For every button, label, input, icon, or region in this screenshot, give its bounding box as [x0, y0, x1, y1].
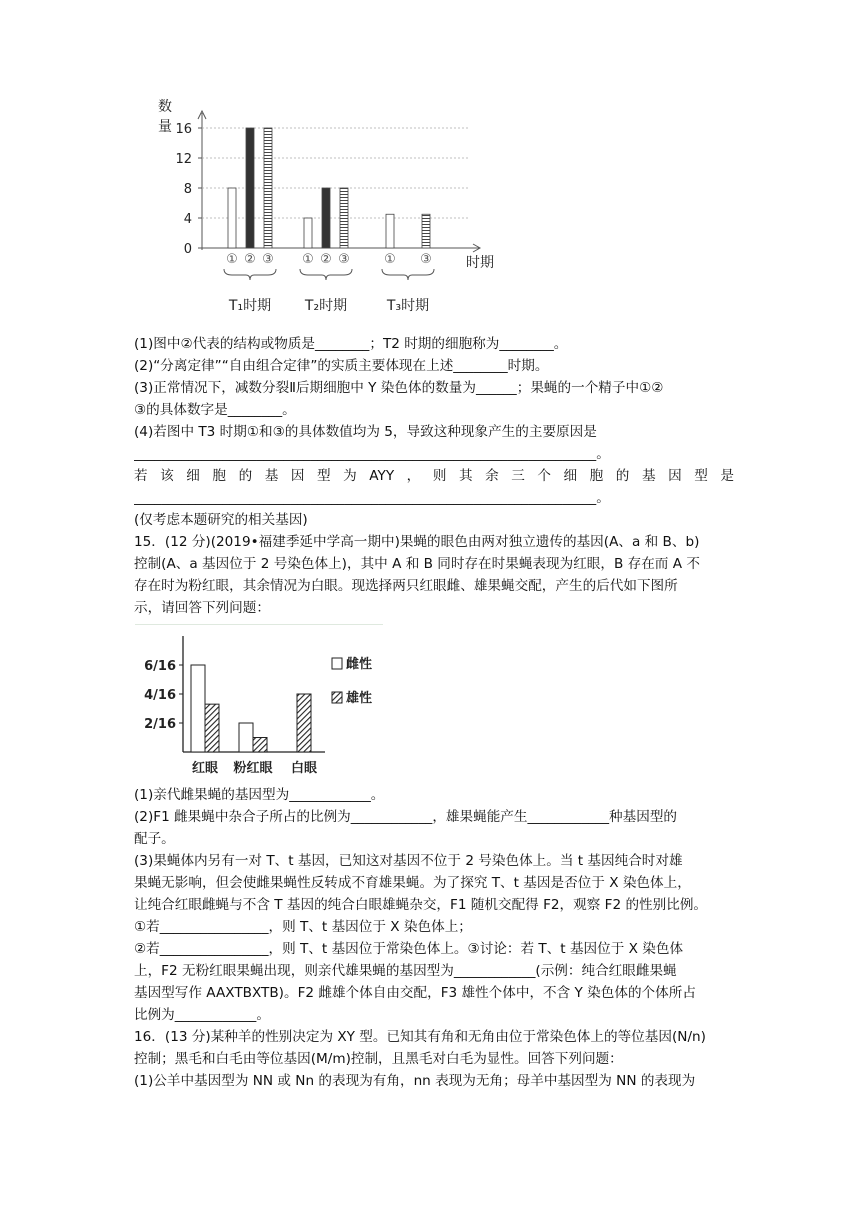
y-axis-label-char-2: 量 [158, 119, 172, 135]
q14-line-7-word: 胞 [589, 468, 604, 484]
q15-sub-3: 配子。 [134, 831, 175, 847]
q15-sub-6: 让纯合红眼雌蝇与不含 T 基因的纯合白眼雄蝇杂交，F1 随机交配得 F2，观察 F2 的性别比例。 [134, 897, 708, 913]
legend-swatch [332, 658, 342, 669]
category-mark: ① [384, 252, 396, 267]
q14-line-7-word: 个 [537, 468, 551, 484]
category-label: 粉红眼 [233, 761, 273, 776]
bar [264, 128, 272, 248]
q15-sub-11: 比例为____________。 [134, 1007, 270, 1023]
bar [297, 694, 311, 752]
category-mark: ① [302, 252, 314, 267]
q15-sub-8: ②若________________，则 T、t 基因位于常染色体上。③讨论：若 T、t 基因位于 X 染色体 [134, 941, 684, 957]
q16-line-2: 控制；黑毛和白毛由等位基因(M/m)控制，且黑毛对白毛为显性。回答下列问题： [134, 1051, 623, 1067]
q14-line-7-word: ， [406, 468, 421, 484]
q14-line-7-word: 是 [720, 468, 734, 484]
q16-line-3: (1)公羊中基因型为 NN 或 Nn 的表现为有角，nn 表现为无角；母羊中基因型为 NN 的表现为 [134, 1073, 696, 1089]
group-label: T₂时期 [304, 298, 348, 314]
q14-line-6: ____________________________________________________________________。 [134, 446, 610, 462]
bar [253, 738, 267, 753]
q14-line-2: (2)“分离定律”“自由组合定律”的实质主要体现在上述________时期。 [134, 358, 549, 374]
q14-line-4: ③的具体数字是________。 [134, 402, 296, 418]
category-label: 红眼 [191, 761, 219, 776]
bar [386, 214, 394, 248]
y-tick-label: 2/16 [144, 717, 176, 732]
group-label: T₁时期 [228, 298, 272, 314]
question-15-16-text [134, 784, 734, 1092]
q14-line-7-word: 的 [615, 468, 630, 484]
x-axis-label: 时期 [466, 255, 494, 271]
q14-line-7-word: 基 [641, 468, 656, 484]
q14-line-7-word: 因 [668, 468, 682, 484]
category-mark: ③ [338, 252, 350, 267]
q14-line-7-word: 型 [316, 468, 331, 484]
q15-sub-10: 基因型写作 AAXTBXTB)。F2 雌雄个体自由交配，F3 雄性个体中，不含 Y 染色体的个体所占 [134, 985, 696, 1001]
category-mark: ③ [420, 252, 432, 267]
q14-line-7-word: 则 [432, 468, 447, 484]
bar [422, 214, 430, 248]
q15-sub-5: 果蝇无影响，但会使雌果蝇性反转成不育雄果蝇。为了探究 T、t 基因是否位于 X 染色体上， [134, 875, 691, 891]
q14-line-7-word: 三 [511, 468, 525, 484]
bar [239, 723, 253, 752]
question-14-text [134, 333, 734, 619]
bar [191, 665, 205, 752]
q15-line-2: 控制(A、a 基因位于 2 号染色体上)，其中 A 和 B 同时存在时果蝇表现为红眼，B 存在而 A 不 [134, 556, 700, 572]
category-label: 白眼 [290, 761, 318, 776]
y-tick-label: 16 [175, 122, 192, 137]
q14-line-7-word: 基 [264, 468, 279, 484]
legend-label: 雄性 [346, 691, 373, 706]
legend-swatch [332, 692, 342, 703]
q16-line-1: 16．(13 分)某种羊的性别决定为 XY 型。已知其有角和无角由位于常染色体上的等位基因(N/n) [134, 1029, 706, 1045]
category-mark: ② [320, 252, 332, 267]
q14-line-7-word: 因 [290, 468, 305, 484]
bar [246, 128, 254, 248]
y-tick-label: 12 [175, 152, 192, 167]
q15-sub-2: (2)F1 雌果蝇中杂合子所占的比例为____________，雄果蝇能产生____________种基因型的 [134, 809, 678, 825]
q14-line-3: (3)正常情况下，减数分裂Ⅱ后期细胞中 Y 染色体的数量为______；果蝇的一个精子中①② [134, 380, 664, 396]
q15-sub-4: (3)果蝇体内另有一对 T、t 基因，已知这对基因不位于 2 号染色体上。当 t 基因纯合时对雄 [134, 853, 683, 869]
q14-line-7-word: 细 [186, 468, 200, 484]
q14-line-8: ____________________________________________________________________。 [134, 490, 610, 506]
group-brace [300, 269, 352, 280]
q14-line-7-word: 细 [563, 468, 578, 484]
q15-line-3: 存在时为粉红眼，其余情况为白眼。现选择两只红眼雌、雄果蝇交配，产生的后代如下图所 [134, 578, 678, 594]
q14-line-7-word: 胞 [212, 468, 227, 484]
q14-line-7-word: AYY [369, 468, 395, 484]
q14-line-7-word: 为 [343, 468, 357, 484]
category-mark: ② [244, 252, 256, 267]
q15-line-1: 15．(12 分)(2019•福建季延中学高一期中)果蝇的眼色由两对独立遗传的基因(A、a 和 B、b) [134, 534, 700, 550]
y-tick-label: 4 [183, 212, 192, 227]
q14-line-7 [134, 465, 734, 487]
y-tick-label: 0 [183, 242, 192, 257]
bar [228, 188, 236, 248]
y-axis-label-char-1: 数 [158, 99, 172, 115]
q14-line-1: (1)图中②代表的结构或物质是________；T2 时期的细胞称为________。 [134, 336, 568, 352]
chromosome-count-chart [140, 95, 520, 330]
q14-line-7-word: 其 [458, 468, 473, 484]
q14-line-5: (4)若图中 T3 时期①和③的具体数值均为 5，导致这种现象产生的主要原因是 [134, 424, 597, 440]
y-tick-label: 8 [183, 182, 192, 197]
q14-line-7-word: 的 [238, 468, 253, 484]
q14-line-9: (仅考虑本题研究的相关基因) [134, 512, 308, 528]
q15-line-4: 示，请回答下列问题： [134, 600, 270, 616]
y-tick-label: 4/16 [144, 688, 176, 703]
bar [205, 704, 219, 752]
legend-label: 雌性 [346, 657, 373, 672]
q14-line-7-word: 余 [485, 468, 499, 484]
y-tick-label: 6/16 [144, 659, 176, 674]
bar [304, 218, 312, 248]
group-brace [382, 269, 434, 280]
eye-color-chart [135, 620, 395, 780]
category-mark: ① [226, 252, 238, 267]
q15-sub-9: 上，F2 无粉红眼果蝇出现，则亲代雄果蝇的基因型为____________(示例：纯合红眼雌果蝇 [134, 963, 677, 979]
q15-sub-1: (1)亲代雌果蝇的基因型为____________。 [134, 787, 385, 803]
group-brace [224, 269, 276, 280]
group-label: T₃时期 [386, 298, 430, 314]
q14-line-7-word: 若 [134, 468, 148, 484]
q14-line-7-word: 型 [694, 468, 708, 484]
category-mark: ③ [262, 252, 274, 267]
q15-sub-7: ①若________________，则 T、t 基因位于 X 染色体上； [134, 919, 472, 935]
bar [322, 188, 330, 248]
bar [340, 188, 348, 248]
q14-line-7-word: 该 [160, 468, 174, 484]
